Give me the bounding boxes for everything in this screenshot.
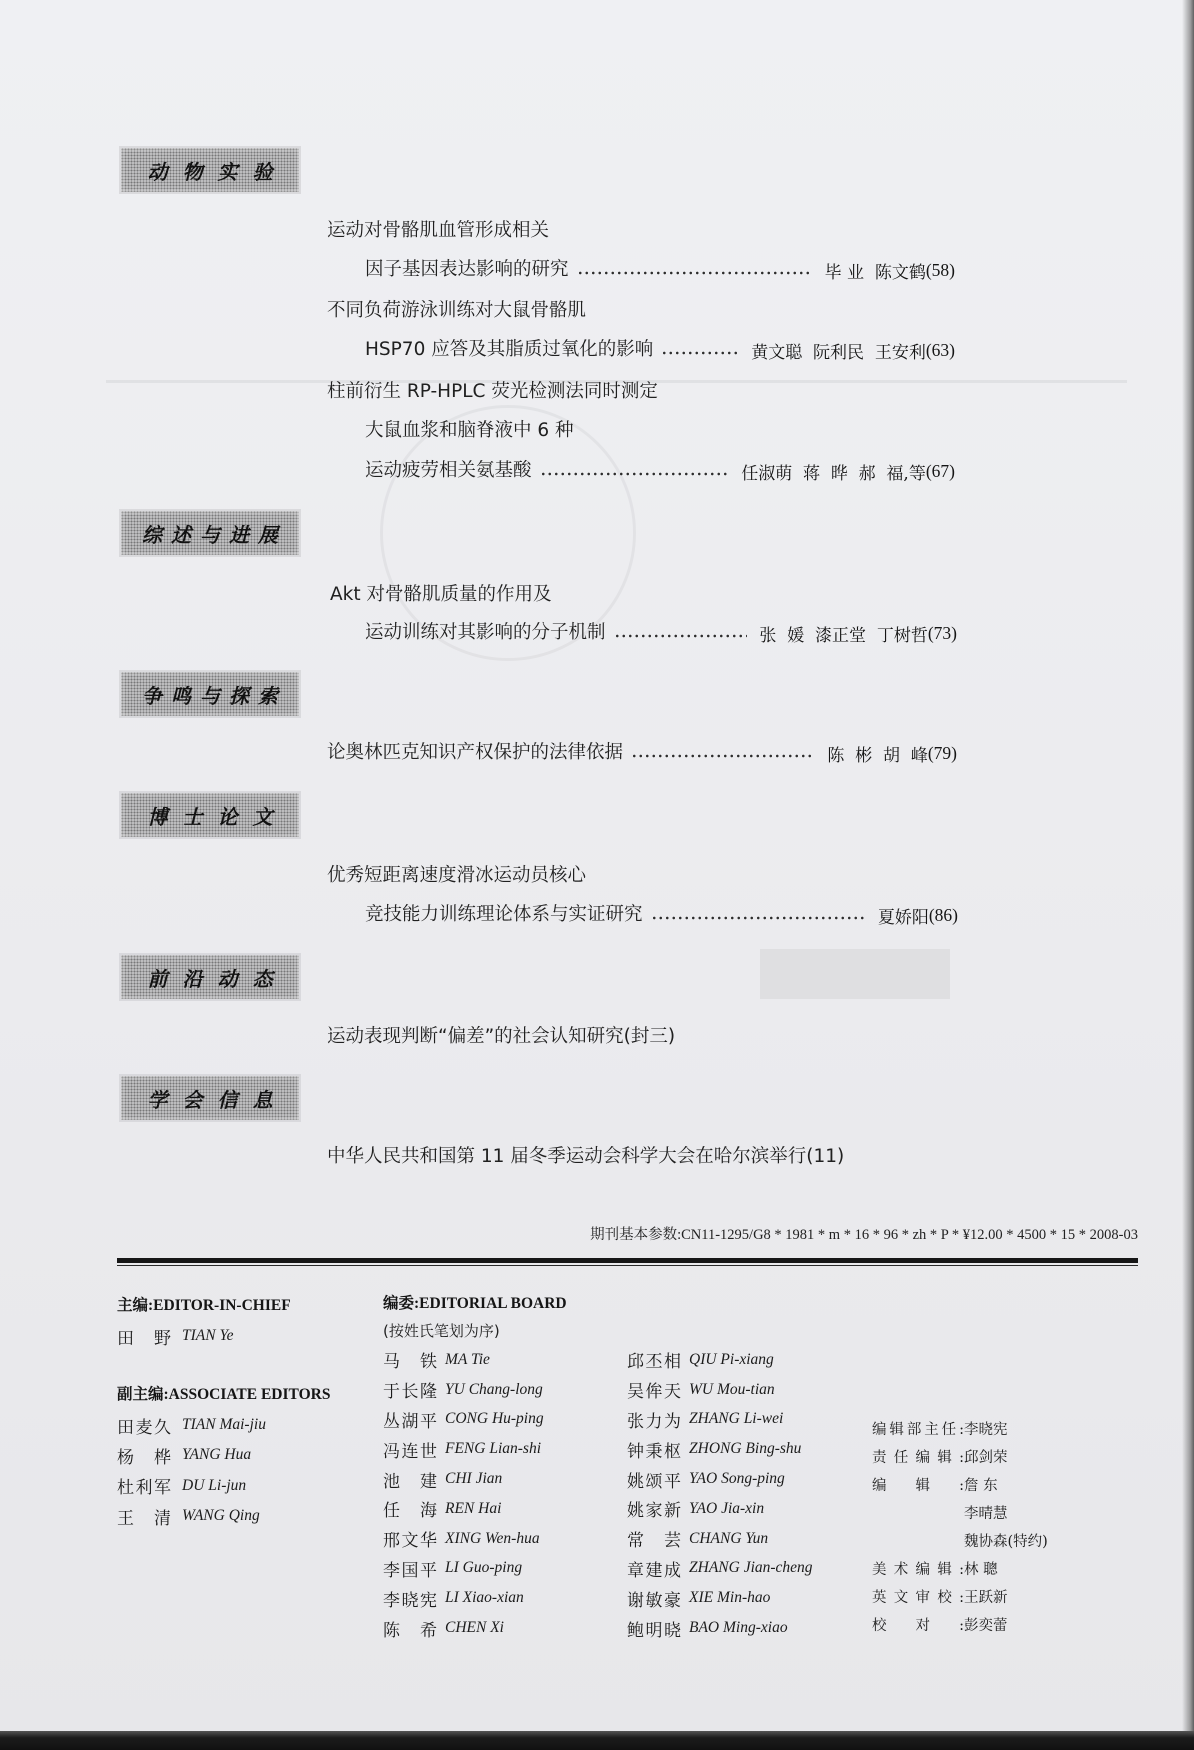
toc-page-number: (67) <box>925 460 955 481</box>
member-name-cn: 任 海 <box>383 1501 437 1522</box>
associate-editor <box>117 1501 266 1531</box>
toc-title-line: 运动疲劳相关氨基酸 <box>365 460 532 481</box>
toc-authors: 黄文聪 阮利民 王安利 <box>751 342 926 363</box>
staff-row <box>872 1498 1048 1526</box>
associate-editor <box>117 1471 266 1501</box>
board-member <box>383 1375 544 1405</box>
board-member <box>383 1405 544 1435</box>
section-heading-text: 学会信息 <box>147 1087 288 1112</box>
staff-role: 编辑部主任: <box>872 1421 964 1438</box>
toc-title-line: 论奥林匹克知识产权保护的法律依据 <box>327 742 624 763</box>
member-name-en: CHI Jian <box>445 1470 503 1488</box>
leader-dots <box>631 742 815 764</box>
staff-row <box>872 1526 1048 1554</box>
board-member <box>627 1613 813 1643</box>
member-name-en: QIU Pi-xiang <box>689 1350 774 1368</box>
member-name-cn: 李晓宪 <box>383 1590 437 1611</box>
editorial-board-note: (按姓氏笔划为序) <box>383 1322 500 1340</box>
staff-role: 校对: <box>872 1617 964 1634</box>
leader-dots <box>651 904 866 926</box>
associate-editors-heading: 副主编:ASSOCIATE EDITORS <box>117 1386 331 1403</box>
section-heading-society-news <box>121 1076 299 1120</box>
member-name-en: CHEN Xi <box>445 1619 504 1637</box>
board-member <box>383 1464 544 1494</box>
member-name-cn: 田麦久 <box>117 1417 171 1438</box>
member-name-en: XING Wen-hua <box>445 1529 540 1547</box>
member-name-en: DU Li-jun <box>182 1476 247 1494</box>
member-name-en: CHANG Yun <box>689 1529 769 1547</box>
associate-editors-list <box>117 1410 266 1531</box>
board-member <box>383 1434 544 1464</box>
board-member <box>383 1345 544 1375</box>
board-member <box>383 1524 544 1554</box>
staff-row <box>872 1470 1048 1498</box>
member-name-cn: 吴侔天 <box>627 1382 681 1403</box>
show-through-box <box>760 949 950 999</box>
section-heading-text: 前沿动态 <box>147 966 288 991</box>
board-member <box>627 1554 813 1584</box>
member-name-cn: 冯连世 <box>383 1441 437 1462</box>
board-member <box>627 1464 813 1494</box>
member-name-en: FENG Lian-shi <box>445 1440 542 1458</box>
member-name-cn: 杨 桦 <box>117 1447 171 1468</box>
member-name-en: LI Guo-ping <box>445 1559 523 1577</box>
board-member <box>383 1583 544 1613</box>
member-name-en: YAO Jia-xin <box>689 1499 765 1517</box>
toc-entry-row <box>365 339 955 361</box>
section-heading-animal-experiment <box>121 148 299 192</box>
member-name-en: CONG Hu-ping <box>445 1410 544 1428</box>
staff-row <box>872 1610 1048 1638</box>
toc-title-line: 竞技能力训练理论体系与实证研究 <box>365 904 643 925</box>
section-heading-text: 博士论文 <box>147 804 288 829</box>
staff-role: 美术编辑: <box>872 1561 964 1578</box>
staff-name: 李晴慧 <box>964 1505 1008 1522</box>
toc-title-line: HSP70 应答及其脂质过氧化的影响 <box>365 339 654 360</box>
staff-role: 责任编辑: <box>872 1449 964 1466</box>
toc-title-line: 大鼠血浆和脑脊液中 6 种 <box>365 420 574 441</box>
toc-entry-row <box>365 904 958 926</box>
board-member <box>627 1583 813 1613</box>
member-name-en: LI Xiao-xian <box>445 1589 524 1607</box>
toc-title-line: Akt 对骨骼肌质量的作用及 <box>330 584 552 605</box>
board-member <box>383 1494 544 1524</box>
member-name-en: MA Tie <box>445 1350 490 1368</box>
toc-entry-row <box>365 460 955 482</box>
member-name-en: ZHANG Li-wei <box>689 1410 784 1428</box>
member-name-en: WANG Qing <box>182 1507 260 1525</box>
member-name-en: ZHONG Bing-shu <box>689 1440 802 1458</box>
member-name-cn: 章建成 <box>627 1560 681 1581</box>
journal-parameters: 期刊基本参数:CN11-1295/G8 * 1981 * m * 16 * 96 * zh * P * ¥12.00 * 4500 * 15 * 2008-03 <box>590 1227 1138 1243</box>
member-name-cn: 邱丕相 <box>627 1352 681 1373</box>
board-member <box>627 1345 813 1375</box>
leader-dots <box>661 339 739 361</box>
board-member <box>383 1613 544 1643</box>
member-name-cn: 池 建 <box>383 1471 437 1492</box>
staff-name: 李晓宪 <box>964 1421 1008 1438</box>
chief-editor-heading: 主编:EDITOR-IN-CHIEF <box>117 1297 291 1314</box>
section-heading-text: 综述与进展 <box>142 522 287 547</box>
member-name-cn: 王 清 <box>117 1508 171 1529</box>
toc-page-number: (58) <box>925 259 955 280</box>
scan-edge-right <box>1182 0 1194 1750</box>
toc-entry-row <box>365 259 955 281</box>
toc-authors: 夏娇阳 <box>877 907 929 928</box>
member-name-cn: 马 铁 <box>383 1352 437 1373</box>
staff-row <box>872 1554 1048 1582</box>
editorial-staff-list <box>872 1414 1048 1638</box>
toc-page-number: (79) <box>927 742 957 763</box>
member-name-cn: 李国平 <box>383 1560 437 1581</box>
member-name-en: YU Chang-long <box>445 1380 543 1398</box>
member-name-en: YANG Hua <box>182 1446 252 1464</box>
toc-title-line: 运动对骨骼肌血管形成相关 <box>327 220 550 241</box>
member-name-en: BAO Ming-xiao <box>689 1619 788 1637</box>
toc-page-number: (86) <box>928 904 958 925</box>
section-heading-doctoral-thesis <box>121 793 299 837</box>
toc-entry-row <box>365 622 957 644</box>
toc-page-number: (73) <box>927 622 957 643</box>
member-name-cn: 谢敏豪 <box>627 1590 681 1611</box>
leader-dots <box>577 259 813 281</box>
staff-name: 林 聰 <box>964 1561 998 1578</box>
section-heading-debate <box>121 672 299 716</box>
toc-authors: 任淑萌 蒋 晔 郝 福,等 <box>741 463 926 484</box>
toc-title-line: 因子基因表达影响的研究 <box>365 259 569 280</box>
member-name-en: TIAN Ye <box>182 1327 234 1345</box>
member-name-cn: 丛湖平 <box>383 1411 437 1432</box>
staff-role: 编辑: <box>872 1477 964 1494</box>
board-member <box>627 1494 813 1524</box>
staff-name: 彭奕蕾 <box>964 1617 1008 1634</box>
member-name-en: YAO Song-ping <box>689 1470 785 1488</box>
staff-row <box>872 1582 1048 1610</box>
member-name-cn: 钟秉枢 <box>627 1441 681 1462</box>
toc-title-line: 运动训练对其影响的分子机制 <box>365 622 606 643</box>
toc-authors: 张 媛 漆正堂 丁树哲 <box>759 625 928 646</box>
editorial-board-heading: 编委:EDITORIAL BOARD <box>383 1295 567 1312</box>
section-heading-review <box>121 511 299 555</box>
staff-row <box>872 1414 1048 1442</box>
member-name-cn: 杜利军 <box>117 1478 171 1499</box>
staff-name: 邱剑荣 <box>964 1449 1008 1466</box>
member-name-en: TIAN Mai-jiu <box>182 1416 266 1434</box>
staff-name: 魏协森(特约) <box>964 1533 1048 1550</box>
leader-dots <box>540 460 730 482</box>
toc-page-number: (63) <box>925 339 955 360</box>
member-name-cn: 陈 希 <box>383 1620 437 1641</box>
member-name-cn: 张力为 <box>627 1411 681 1432</box>
member-name-en: WU Mou-tian <box>689 1380 775 1398</box>
section-heading-text: 争鸣与探索 <box>142 683 287 708</box>
member-name-en: REN Hai <box>445 1499 502 1517</box>
section-heading-frontier <box>121 955 299 999</box>
toc-title-line: 中华人民共和国第 11 届冬季运动会科学大会在哈尔滨举行(11) <box>327 1146 845 1167</box>
board-member <box>627 1375 813 1405</box>
divider-rule <box>117 1258 1138 1266</box>
staff-role: 英文审校: <box>872 1589 964 1606</box>
toc-title-line: 运动表现判断“偏差”的社会认知研究(封三) <box>327 1026 676 1047</box>
member-name-cn: 姚颂平 <box>627 1471 681 1492</box>
board-member <box>383 1554 544 1584</box>
member-name-cn: 姚家新 <box>627 1501 681 1522</box>
member-name-cn: 邢文华 <box>383 1531 437 1552</box>
member-name-cn: 田 野 <box>117 1328 171 1349</box>
section-heading-text: 动物实验 <box>147 159 288 184</box>
leader-dots <box>614 622 748 644</box>
toc-title-line: 柱前衍生 RP-HPLC 荧光检测法同时测定 <box>327 381 658 402</box>
board-member <box>627 1405 813 1435</box>
staff-row <box>872 1442 1048 1470</box>
toc-title-line: 优秀短距离速度滑冰运动员核心 <box>327 865 587 886</box>
associate-editor <box>117 1410 266 1440</box>
toc-entry-row <box>327 742 957 764</box>
toc-authors: 毕 业 陈文鹤 <box>824 262 926 283</box>
editorial-board-column-1 <box>383 1345 544 1643</box>
chief-editor-list <box>117 1321 234 1351</box>
member-name-cn: 于长隆 <box>383 1382 437 1403</box>
associate-editor <box>117 1440 266 1470</box>
member-name-cn: 常 芸 <box>627 1531 681 1552</box>
member-name-en: XIE Min-hao <box>689 1589 771 1607</box>
chief-editor <box>117 1321 234 1351</box>
toc-title-line: 不同负荷游泳训练对大鼠骨骼肌 <box>327 300 587 321</box>
staff-name: 王跃新 <box>964 1589 1008 1606</box>
member-name-en: ZHANG Jian-cheng <box>689 1559 813 1577</box>
board-member <box>627 1434 813 1464</box>
toc-authors: 陈 彬 胡 峰 <box>827 745 928 766</box>
member-name-cn: 鲍明晓 <box>627 1620 681 1641</box>
board-member <box>627 1524 813 1554</box>
editorial-board-column-2 <box>627 1345 813 1643</box>
staff-name: 詹 东 <box>964 1477 998 1494</box>
scan-edge-bottom <box>0 1731 1194 1750</box>
